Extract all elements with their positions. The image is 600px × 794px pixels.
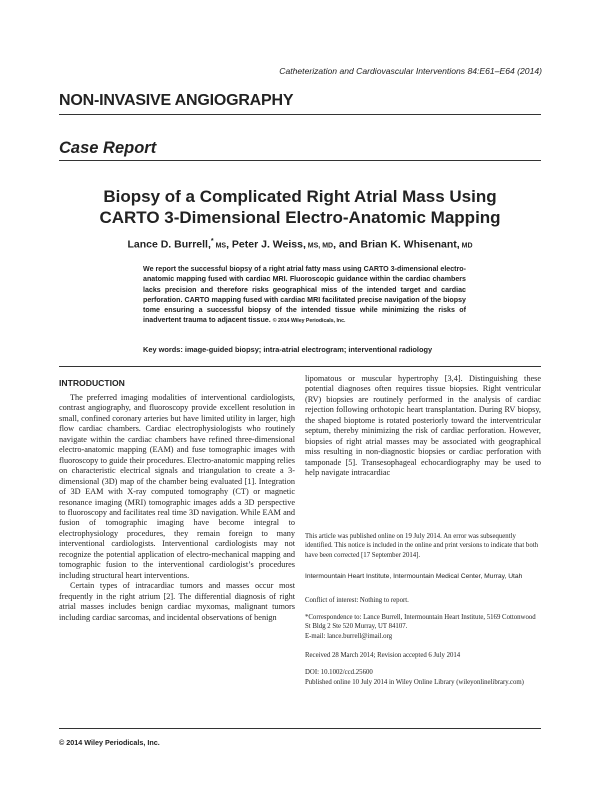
title-line-2: CARTO 3-Dimensional Electro-Anatomic Mapping [99, 208, 501, 227]
author-2: , Peter J. Weiss, [226, 238, 306, 251]
received-dates: Received 28 March 2014; Revision accepted 6 July 2014 [305, 652, 461, 659]
intro-paragraph-2: Certain types of intracardiac tumors and masses occur most frequently in the right atrium [2]. The differential diagnosis of right atrial masses includes benign cardiac myxomas, malignant tumors including cardiac sarcomas, and incidental observations of benign [59, 581, 295, 622]
abstract [143, 264, 466, 327]
footer-copyright: © 2014 Wiley Periodicals, Inc. [59, 738, 160, 747]
intro-paragraph-1: The preferred imaging modalities of interventional cardiologists, contrast angiography, and fluoroscopy provide excellent resolution in small, confined coronary arteries but have limited utility in larger, high flow cardiac chambers. Cardiac electrophysiologists who routinely navigate within the cardiac chambers have refined three-dimensional electro-anatomic mapping (EAM) and fuse tomographic images with fluoroscopy to guide their procedures. Electro-anatomic mapping relies on characteristic electrical signals and triangulation to create a 3-dimensional (3D) map of the chamber being evaluated [1]. Integration of 3D EAM with X-ray computed tomography (CT) or magnetic resonance imaging (MRI) tomographic images adds a 3D perspective to fluoroscopy and facilitates real time 3D navigation. While EAM and fusion of tomographic imaging have become integral to electrophysiology procedures, they remain foreign to many interventional cardiologists. Interventional cardiologists may not recognize the potential application of electro-mechanical mapping and tomographic fusion to the interventional cardiologist’s procedures including structural heart interventions. [59, 393, 295, 580]
keywords: Key words: image-guided biopsy; intra-atrial electrogram; interventional radiology [143, 345, 433, 354]
article-type-rule [59, 160, 541, 161]
author-3: , and Brian K. Whisenant, [333, 238, 460, 251]
doi: DOI: 10.1002/ccd.25600 [305, 669, 373, 676]
left-column [59, 393, 295, 623]
header-rule [59, 366, 541, 367]
affiliation: Intermountain Heart Institute, Intermountain Medical Center, Murray, Utah [305, 573, 523, 580]
footer-rule [59, 728, 541, 729]
corresponding-mark: * [210, 238, 214, 245]
correspondence-email: E-mail: lance.burrell@imail.org [305, 633, 393, 640]
conflict-of-interest: Conflict of interest: Nothing to report. [305, 597, 409, 604]
author-2-degree: MS, MD [305, 242, 334, 250]
correspondence: *Correspondence to: Lance Burrell, Intermountain Heart Institute, 5169 Cottonwood St Bldg 2 Ste 520 Murray, UT 84107. [305, 614, 536, 631]
introduction-heading: INTRODUCTION [59, 378, 125, 388]
erratum-note: This article was published online on 19 July 2014. An error was subsequently identified. This notice is included in the online and print versions to indicate that both have been corrected [17 September 2014]. [305, 533, 538, 559]
published-online: Published online 10 July 2014 in Wiley Online Library (wileyonlinelibrary.com) [305, 679, 524, 686]
author-3-degree: MD [459, 242, 473, 250]
abstract-copyright: © 2014 Wiley Periodicals, Inc. [272, 318, 346, 325]
section-heading: NON-INVASIVE ANGIOGRAPHY [59, 92, 294, 109]
author-1-degree: MS [213, 242, 227, 250]
abstract-text: We report the successful biopsy of a right atrial fatty mass using CARTO 3-dimensional electro-anatomic mapping fused with cardiac MRI. Fluoroscopic guidance within the cardiac chambers lacks precision and therefore risks geographical miss of the intended target and cardiac perforation. CARTO mapping fused with cardiac MRI facilitated precise navigation of the biopsy tome ensuring a successful biopsy of the intended tissue while minimizing the risks of inadvertent trauma to adjacent tissue. [143, 265, 466, 325]
article-type: Case Report [59, 139, 157, 157]
right-paragraph: lipomatous or muscular hypertrophy [3,4]. Distinguishing these potential diagnoses often requires tissue biopsies. Right ventricular (RV) biopsies are routinely performed in the analysis of cardiac rejection following orthotopic heart transplantation. During RV biopsy, the shaped bioptome is rotated posteriorly toward the interventricular septum, thereby minimizing the risk of cardiac perforation. However, biopsies of right atrial masses may be associated with geographical miss resulting in non-diagnostic biopsies or cardiac perforation with tamponade [5]. Transesophageal echocardiography may be used to help navigate intracardiac [305, 374, 541, 478]
article-title [59, 186, 541, 228]
right-column [305, 374, 541, 479]
section-rule [59, 114, 541, 115]
title-line-1: Biopsy of a Complicated Right Atrial Mass Using [103, 187, 497, 206]
author-list [59, 238, 541, 251]
author-1: Lance D. Burrell, [127, 238, 211, 251]
journal-citation: Catheterization and Cardiovascular Interventions 84:E61–E64 (2014) [279, 66, 542, 76]
